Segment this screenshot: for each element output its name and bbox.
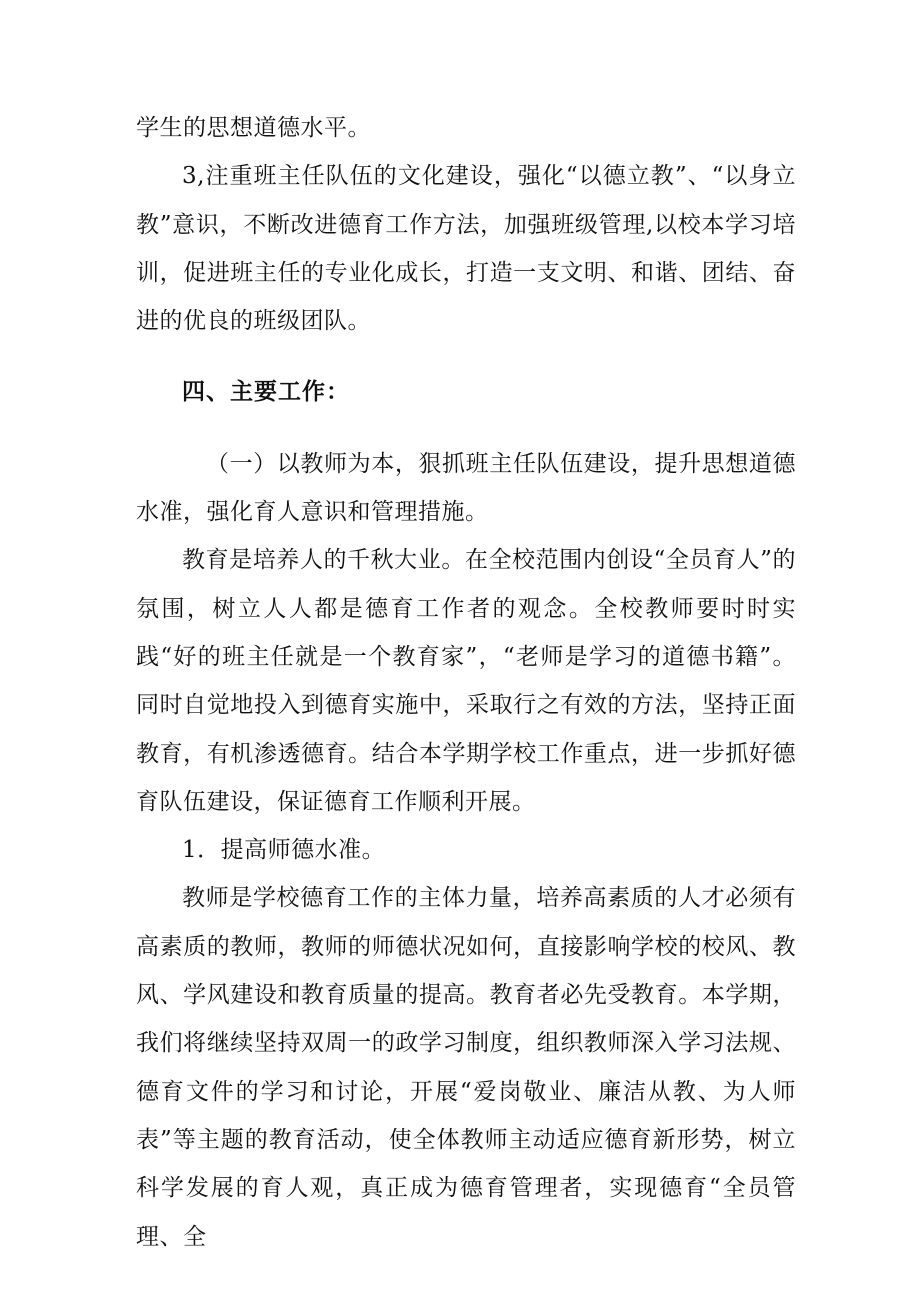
paragraph-teachers: 教师是学校德育工作的主体力量，培养高素质的人才必须有高素质的教师，教师的师德状况如何，直接影响学校的校风、教风、学风建设和教育质量的提高。教育者必先受教育。本学期，我们将继续坚持双周一的政学习制度，组织教师深入学习法规、德育文件的学习和讨论，开展“爱岗敬业、廉洁从教、为人师表”等主题的教育活动，使全体教师主动适应德育新形势，树立科学发展的育人观，真正成为德育管理者，实现德育“全员管理、全 — [136, 885, 796, 1250]
section-heading-main-work: 四、主要工作： — [182, 379, 350, 406]
subsection-heading-1: （一）以教师为本，狠抓班主任队伍建设，提升思想道德水准，强化育人意识和管理措施。 — [136, 450, 796, 526]
paragraph-item-3: 3,注重班主任队伍的文化建设，强化“以德立教”、“以身立教”意识，不断改进德育工作方法，加强班级管理,以校本学习培训，促进班主任的专业化成长，打造一支文明、和谐、团结、奋进的优良的班级团队。 — [136, 163, 796, 335]
paragraph-continuation: 学生的思想道德水平。 — [136, 115, 371, 141]
paragraph-education: 教育是培养人的千秋大业。在全校范围内创设“全员育人”的氛围，树立人人都是德育工作者的观念。全校教师要时时实践“好的班主任就是一个教育家”，“老师是学习的道德书籍”。同时自觉地投入到德育实施中，采取行之有效的方法，坚持正面教育，有机渗透德育。结合本学期学校工作重点，进一步抓好德育队伍建设，保证德育工作顺利开展。 — [136, 547, 796, 815]
document-page — [136, 104, 796, 1261]
list-item-1-title: 1．提高师德水准。 — [182, 837, 386, 864]
